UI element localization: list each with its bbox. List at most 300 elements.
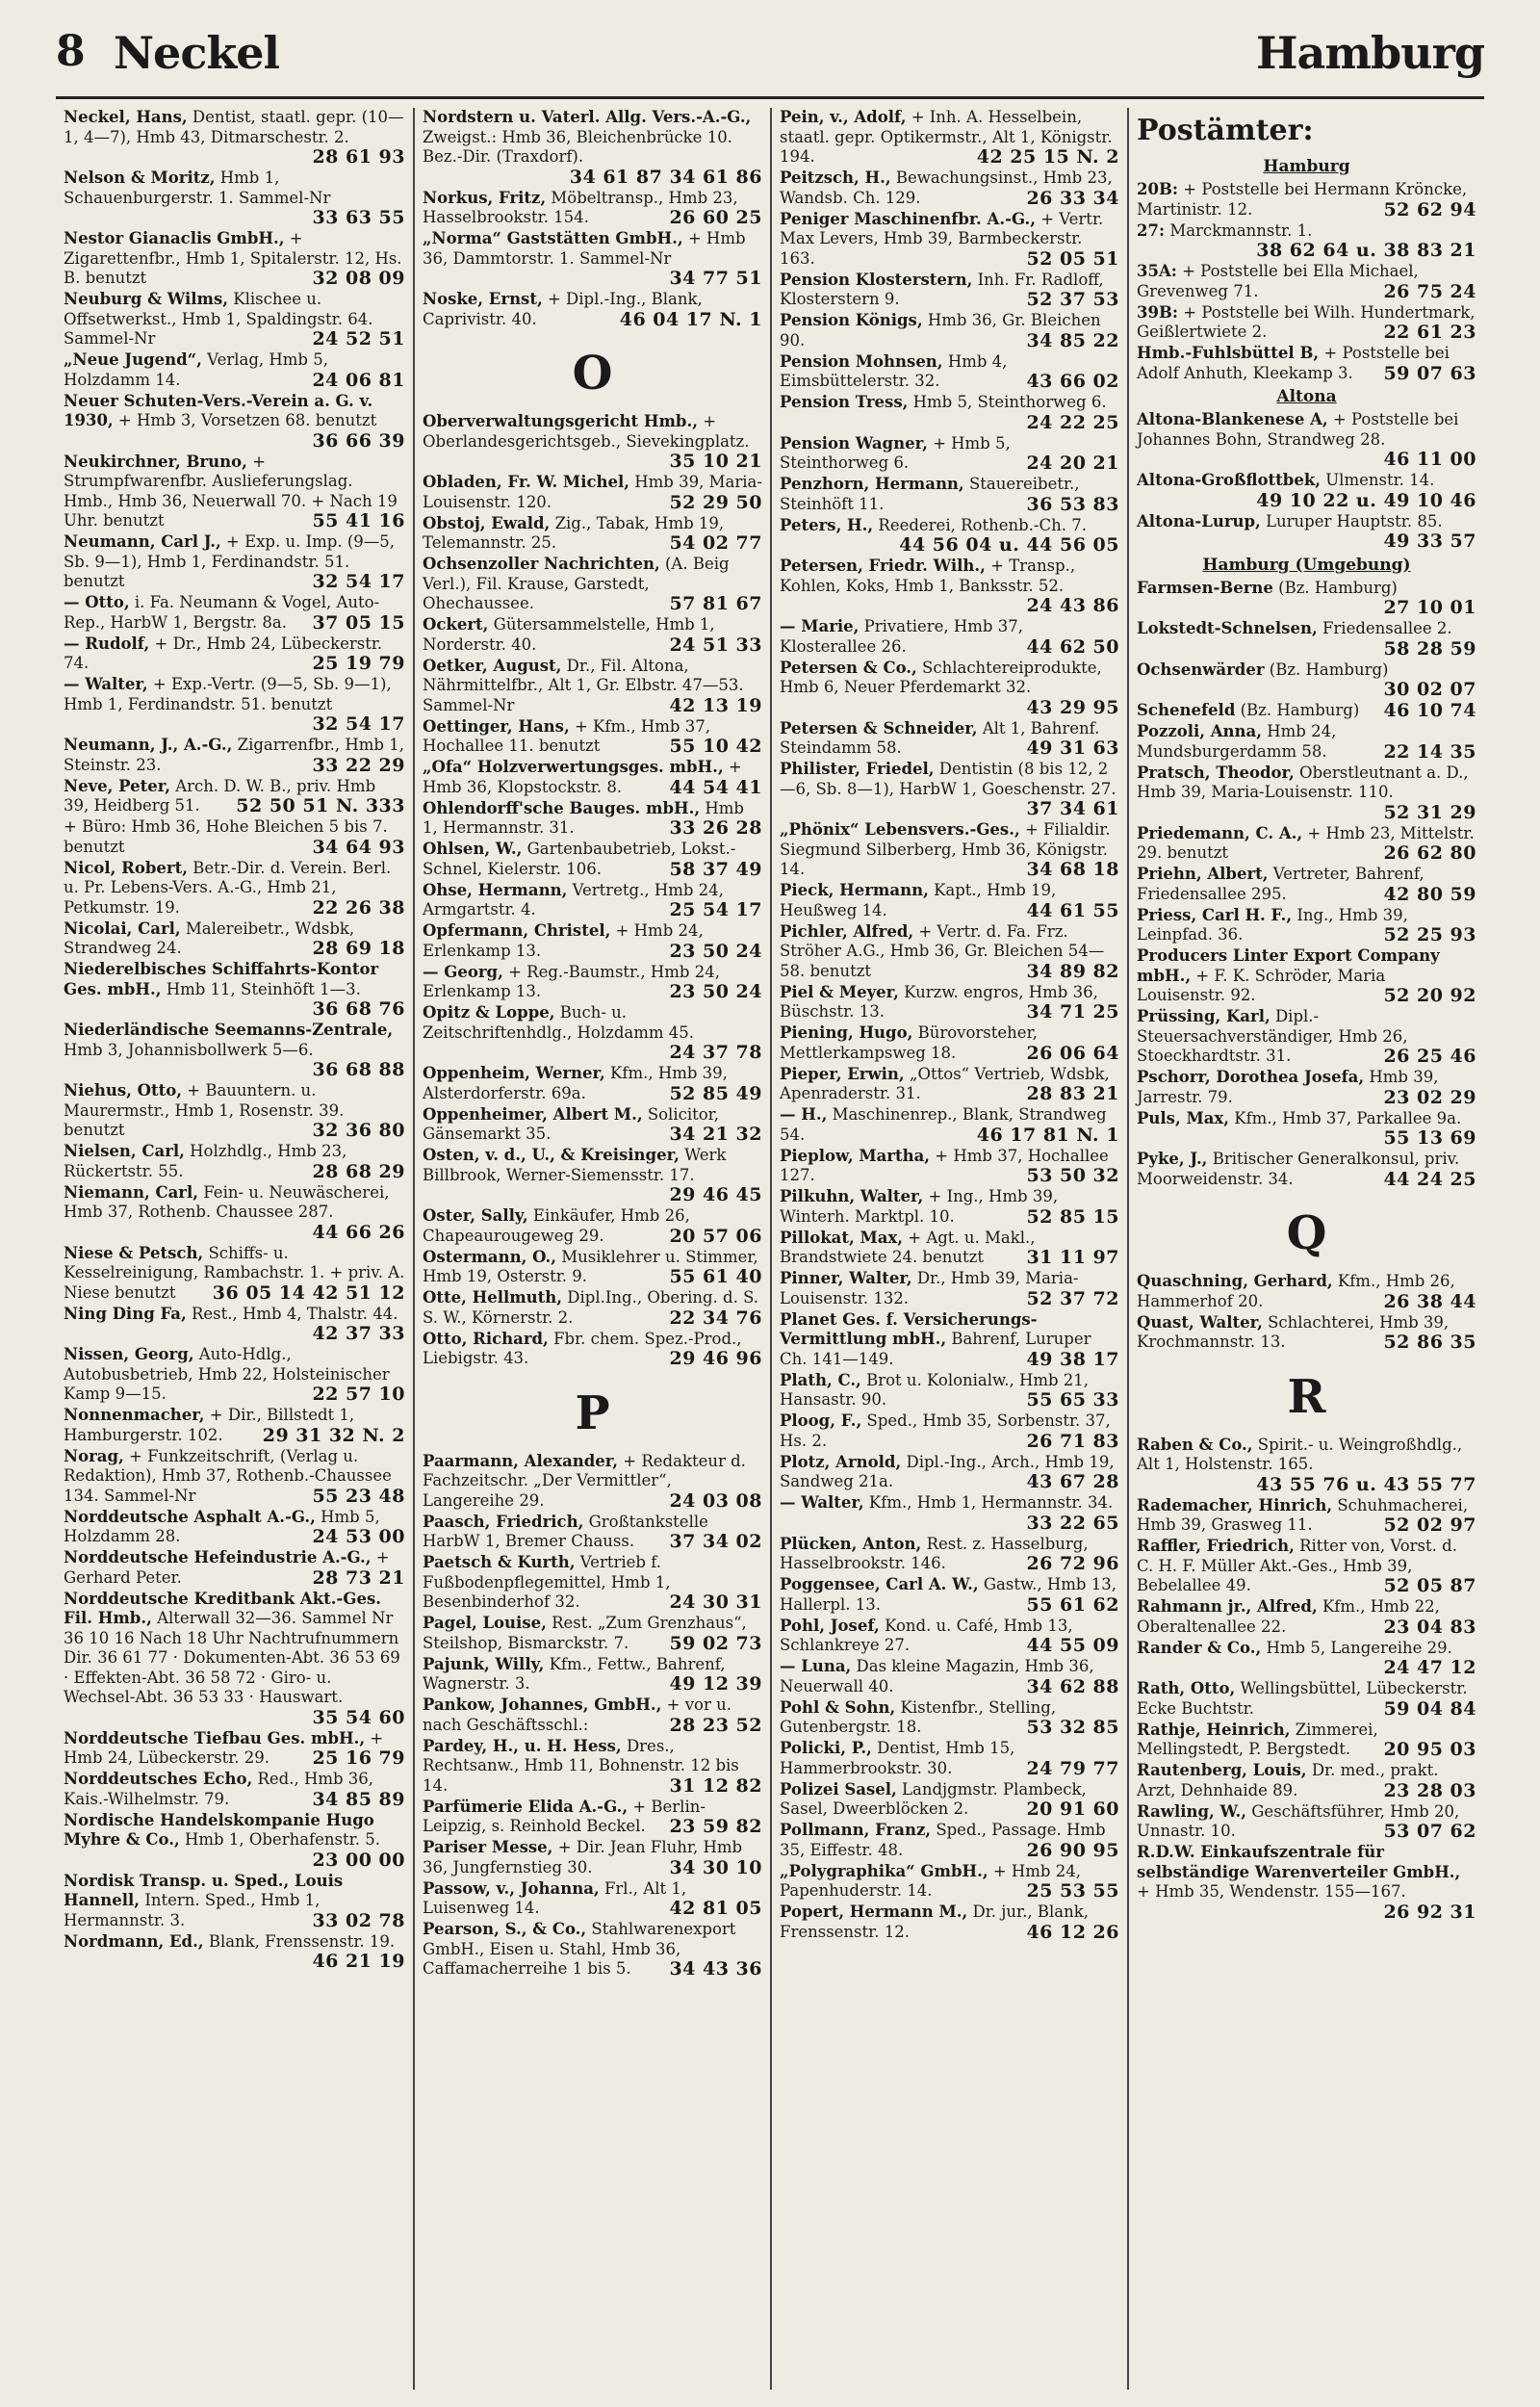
entry-name: Norddeutsche Asphalt A.-G., [64,1507,316,1526]
entry-details: + Oberlandesgerichtsgeb., Sievekingplatz. [423,412,750,451]
directory-entry [780,1229,1119,1268]
entry-phone: 23 50 24 [669,981,762,1002]
entry-name: Peniger Maschinenfbr. A.-G., [780,209,1036,228]
directory-entry [64,593,405,633]
entry-name: Niehus, Otto, [64,1081,182,1100]
entry-details: Hmb 24, Mundsburgerdamm 58. [1137,722,1337,761]
entry-details: Das kleine Magazin, Hmb 36, Neuerwall 40. [780,1657,1094,1695]
entry-name: — Marie, [780,617,860,635]
entry-phone: 26 90 95 [1026,1839,1119,1861]
entry-details: + Hmb 24, Lübeckerstr. 29. [64,1728,384,1767]
directory-entry [64,1447,405,1507]
directory-entry [780,1821,1119,1860]
entry-details: Kistenfbr., Stelling, Gutenbergstr. 18. [780,1697,1057,1736]
entry-name: „Neue Jugend“, [64,350,202,369]
entry-details: + Agt. u. Makl., Brandstwiete 24. benutzt [780,1228,1036,1266]
entry-details: Hmb 36, Gr. Bleichen 90. [780,311,1101,349]
entry-details: + Hmb 36, Dammtorstr. 1. Sammel-Nr [423,229,746,268]
entry-phone: 28 73 21 [312,1566,405,1589]
entry-name: Pardey, H., u. H. Hess, [423,1736,622,1755]
entry-phone: 31 11 97 [1026,1247,1119,1268]
entry-phone: 33 02 78 [312,1909,405,1931]
directory-entry [780,659,1119,718]
directory-entry [423,412,762,472]
entry-name: Farmsen-Berne [1137,578,1273,597]
entry-phone: 55 10 42 [669,736,762,757]
entry-name: Ohlendorff'sche Bauges. mbH., [423,798,701,817]
entry-phone: 42 25 15 N. 2 [976,146,1119,168]
entry-phone: 43 66 02 [1026,371,1119,392]
directory-entry [1137,1007,1476,1067]
entry-phone: 52 85 49 [669,1082,762,1104]
entry-details: Reederei, Rothenb.-Ch. 7. [878,515,1087,534]
entry-details: Maschinenrep., Blank, Strandweg 54. [780,1105,1107,1144]
entry-details: + Gerhard Peter. [64,1548,390,1587]
entry-name: Rautenberg, Louis, [1137,1761,1307,1779]
entry-details: (A. Beig Verl.), Fil. Krause, Garstedt, Ohechaussee. [423,555,730,612]
entry-phone: 26 71 83 [1026,1430,1119,1452]
entry-name: Pohl, Josef, [780,1616,880,1635]
entry-name: Neve, Peter, [64,776,170,795]
entry-details: Hmb 5, Steinthorweg 6. [912,393,1107,411]
entry-details: Rest. „Zum Grenzhaus“, Steilshop, Bismarckstr. 7. [423,1614,747,1652]
entry-phone: 49 31 63 [1026,738,1119,759]
entry-phone: 33 63 55 [312,207,405,228]
entry-name: Opitz & Loppe, [423,1003,555,1022]
entry-name: Priess, Carl H. F., [1137,905,1293,924]
entry-name: Prüssing, Karl, [1137,1007,1270,1025]
entry-name: Altona-Lurup, [1137,511,1261,531]
directory-entry [423,1879,762,1919]
entry-details: + F. K. Schröder, Maria Louisenstr. 92. [1137,966,1386,1004]
entry-details: Verlag, Hmb 5, Holzdamm 14. [64,350,328,389]
entry-details: Hmb 1, Oberhafenstr. 5. [185,1830,380,1849]
directory-entry [1137,1272,1476,1311]
entry-name: Obstoj, Ewald, [423,513,551,532]
entry-name: Pschorr, Dorothea Josefa, [1137,1068,1365,1086]
entry-phone: 38 62 64 u. 38 83 21 [1256,240,1476,261]
entry-phone: 24 30 31 [669,1592,762,1613]
entry-details: Klischee u. Offsetwerkst., Hmb 1, Spaldingstr. 64. Sammel-Nr [64,290,373,348]
entry-details: Kapt., Hmb 19, Heußweg 14. [780,881,1057,919]
directory-entry [423,921,762,961]
section-letter: R [1287,1369,1326,1424]
directory-entry [780,352,1119,392]
directory-entry [1137,1843,1476,1922]
entry-phone: 36 68 88 [312,1059,405,1080]
entry-phone: 59 07 63 [1383,362,1476,384]
entry-phone: 24 22 25 [1026,411,1119,433]
entry-details: Alt 1, Bahrenf. Steindamm 58. [780,718,1100,757]
directory-entry [423,473,762,512]
entry-name: Neumann, J., A.-G., [64,736,233,754]
entry-phone: 34 85 89 [312,1788,405,1810]
directory-entry [780,1269,1119,1308]
entry-details: Alterwall 32—36. Sammel Nr 36 10 16 Nach 18 Uhr Nachtrufnummern Dir. 36 61 77 · Dokumenten-Abt. 36 53 69 · Effekten-Abt. 36 58 72 · Giro- u. Wechsel-Abt. 36 53 33 · Hauswart. [64,1609,400,1706]
directory-entry [423,1064,762,1103]
entry-phone: 44 66 26 [312,1221,405,1243]
entry-details: + Poststelle bei Adolf Anhuth, Kleekamp 3. [1137,344,1450,382]
entry-details: Vertretg., Hmb 24, Armgartstr. 4. [423,880,724,919]
entry-details: + Inh. A. Hesselbein, staatl. gepr. Optikermstr., Alt 1, Königstr. 194. [780,108,1113,166]
entry-name: Pein, v., Adolf, [780,108,907,126]
entry-phone: 22 26 38 [312,896,405,919]
directory-entry [780,760,1119,819]
entry-name: Pagel, Louise, [423,1614,547,1632]
column-1 [56,108,413,2390]
entry-phone: 46 17 81 N. 1 [976,1124,1119,1146]
entry-details: + Büro: Hmb 36, Hohe Bleichen 5 bis 7. benutzt [64,817,388,856]
directory-entry [780,1371,1119,1411]
entry-name: Pankow, Johannes, GmbH., [423,1695,662,1714]
directory-entry [780,820,1119,880]
section-letter: P [575,1385,610,1440]
entry-details: Einkäufer, Hmb 26, Chapeaurougeweg 29. [423,1206,690,1245]
entry-details: (Bz. Hamburg) [1269,660,1389,679]
directory-entry [1137,471,1476,510]
entry-phone: 37 05 15 [312,611,405,634]
entry-details: Dr., Hmb 39, Maria-Louisenstr. 132. [780,1269,1079,1307]
entry-name: Nelson & Moritz, [64,168,216,187]
directory-entry [423,881,762,920]
entry-details: Stauereibetr., Steinhöft 11. [780,475,1080,513]
entry-phone: 24 20 21 [1026,453,1119,474]
entry-details: Dipl.-Steuersachverständiger, Hmb 26, Stoeckhardtstr. 31. [1137,1007,1408,1065]
entry-details: Hmb 1, Schauenburgerstr. 1. Sammel-Nr [64,168,331,207]
entry-phone: 22 61 23 [1383,322,1476,343]
directory-entry [423,1553,762,1613]
entry-details: Fbr. chem. Spez.-Prod., Liebigstr. 43. [423,1329,742,1367]
entry-name: Penzhorn, Hermann, [780,475,964,493]
section-letter: Q [1286,1206,1327,1260]
entry-details: + Kfm., Hmb 37, Hochallee 11. benutzt [423,716,710,755]
entry-details: Gartenbaubetrieb, Lokst.-Schnel, Kielerstr. 106. [423,840,736,878]
directory-entry [423,1288,762,1328]
entry-name: Paasch, Friedrich, [423,1512,584,1531]
entry-details: + Exp. u. Imp. (9—5, Sb. 9—1), Hmb 1, Ferdinandstr. 51. benutzt [64,532,395,590]
directory-entry [1137,946,1476,1006]
entry-phone: 20 91 60 [1026,1799,1119,1820]
entry-name: Oster, Sally, [423,1206,528,1225]
entry-phone: 57 81 67 [669,593,762,614]
entry-phone: 36 53 83 [1026,493,1119,515]
entry-name: Policki, P., [780,1739,872,1757]
entry-phone: 25 53 55 [1026,1880,1119,1902]
entry-name: Piening, Hugo, [780,1023,913,1042]
entry-phone: 52 05 87 [1383,1575,1476,1596]
entry-phone: 53 07 62 [1383,1821,1476,1842]
entry-details: Hmb 11, Steinhöft 1—3. [166,979,361,998]
directory-entry [1137,701,1476,721]
entry-details: Sped., Hmb 35, Sorbenstr. 37, Hs. 2. [780,1411,1111,1450]
entry-phone: 36 68 76 [312,998,405,1020]
entry-details: + Poststelle bei Hermann Kröncke, Martinistr. 12. [1137,180,1468,219]
entry-phone: 53 50 32 [1026,1165,1119,1186]
directory-entry [780,1780,1119,1820]
entry-details: Kfm., Hmb 22, Oberaltenallee 22. [1137,1597,1440,1636]
directory-entry [1137,1496,1476,1536]
entry-name: Pieck, Hermann, [780,881,929,899]
entry-phone: 34 68 18 [1026,859,1119,880]
entry-details: Rest. z. Hasselburg, Hasselbrookstr. 146. [780,1534,1089,1572]
entry-name: Rahmann jr., Alfred, [1137,1597,1318,1616]
entry-phone: 24 03 08 [669,1489,762,1512]
directory-entry [780,1575,1119,1615]
directory-entry [1137,1109,1476,1149]
entry-name: Norddeutsche Tiefbau Ges. mbH., [64,1728,366,1747]
directory-entry [1137,1802,1476,1842]
entry-details: Friedensallee 2. [1322,619,1452,637]
directory-entry [64,1021,405,1080]
entry-phone: 26 25 46 [1383,1046,1476,1067]
page-header [56,27,1484,87]
entry-details: Schlachterei, Hmb 39, Krochmannstr. 13. [1137,1312,1450,1351]
directory-entry [780,983,1119,1022]
directory-entry [780,271,1119,310]
directory-entry [64,1345,405,1405]
directory-entry [64,392,405,452]
entry-details: Spirit.- u. Weingroßhdlg., Alt 1, Holstenstr. 165. [1137,1435,1463,1473]
entry-details: Musiklehrer u. Stimmer, Hmb 19, Osterstr. 9. [423,1247,758,1285]
entry-details: Ritter von, Vorst. d. C. H. F. Müller Akt.-Ges., Hmb 39, Bebelallee 49. [1137,1537,1457,1594]
entry-details: + Transp., Kohlen, Koks, Hmb 1, Banksstr. 52. [780,556,1076,595]
directory-entry [1137,906,1476,945]
directory-entry [1137,1639,1476,1678]
directory-entry [423,758,762,797]
entry-phone: 34 77 51 [669,268,762,289]
entry-name: Niederländische Seemanns-Zentrale, [64,1021,394,1039]
entry-details: Malereibetr., Wdsbk, Strandweg 24. [64,919,355,957]
directory-entry [780,1023,1119,1063]
entry-phone: 52 31 29 [1383,801,1476,823]
directory-entry [780,556,1119,616]
directory-entry [1137,1597,1476,1637]
entry-name: Norddeutsche Kreditbank Akt.-Ges. Fil. Hmb., [64,1589,381,1627]
entry-phone: 35 10 21 [669,451,762,472]
entry-details: Luruper Hauptstr. 85. [1266,511,1443,531]
entry-name: Neukirchner, Bruno, [64,452,247,471]
directory-entry [64,1508,405,1547]
entry-details: Brot u. Kolonialw., Hmb 21, Hansastr. 90. [780,1370,1090,1409]
directory-entry [780,617,1119,657]
entry-phone: 26 06 64 [1026,1042,1119,1064]
directory-entry [423,1838,762,1877]
entry-details: Kfm., Hmb 1, Hermannstr. 34. [868,1493,1114,1512]
entry-name: Petersen & Co., [780,658,917,677]
entry-phone: 49 10 22 u. 49 10 46 [1256,489,1476,511]
entry-name: Nielsen, Carl, [64,1142,185,1160]
entry-phone: 34 30 10 [669,1856,762,1878]
directory-entry [423,1003,762,1063]
entry-phone: 28 61 93 [312,146,405,168]
entry-phone: 37 34 02 [669,1531,762,1552]
directory-entry [64,675,405,735]
entry-name: Niese & Petsch, [64,1243,204,1262]
entry-name: Pajunk, Willy, [423,1654,545,1673]
entry-name: Quaschning, Gerhard, [1137,1272,1333,1290]
entry-details: + Vertr. Max Levers, Hmb 39, Barmbeckerstr. 163. [780,209,1104,268]
entry-name: Otto, Richard, [423,1329,549,1348]
entry-phone: 25 16 79 [312,1747,405,1769]
entry-name: Plücken, Anton, [780,1534,922,1553]
entry-name: Osten, v. d., U., & Kreisinger, [423,1146,680,1164]
directory-entry [64,168,405,228]
entry-name: Pension Wagner, [780,433,928,453]
entry-phone: 24 43 86 [1026,595,1119,616]
directory-entry [1137,1721,1476,1760]
entry-name: — Georg, [423,962,503,981]
entry-name: Altona-Großflottbek, [1137,471,1322,489]
entry-details: Zimmerei, Mellingstedt, P. Bergstedt. [1137,1720,1378,1758]
entry-details: + Exp.-Vertr. (9—5, Sb. 9—1), Hmb 1, Ferdinandstr. 51. benutzt [64,675,392,713]
directory-entry [64,229,405,289]
entry-phone: 26 92 31 [1383,1901,1476,1923]
entry-phone: 36 66 39 [312,429,405,452]
directory-entry [1137,344,1476,383]
entry-name: Neuer Schuten-Vers.-Verein a. G. v. 1930, [64,391,373,429]
subsection-heading: Hamburg [1263,157,1350,176]
entry-details: Großtankstelle HarbW 1, Bremer Chauss. [423,1512,708,1550]
section-heading: Postämter: [1137,114,1314,147]
entry-details: Bürovorsteher, Mettlerkampsweg 18. [780,1023,1038,1062]
entry-phone: 52 86 35 [1383,1332,1476,1353]
entry-phone: 52 37 53 [1026,289,1119,310]
entry-phone: 43 67 28 [1026,1471,1119,1492]
entry-name: Philister, Friedel, [780,760,935,778]
entry-details: Hmb 5, Holzdamm 28. [64,1507,380,1545]
directory-entry [423,1695,762,1735]
entry-details: Hmb 1, Hermannstr. 31. [423,798,744,837]
directory-entry [423,1206,762,1246]
entry-phone: 44 56 04 u. 44 56 05 [899,534,1119,556]
directory-entry [64,290,405,349]
entry-name: Priehn, Albert, [1137,865,1269,883]
entry-name: Pension Königs, [780,311,923,329]
entry-name: Neckel, Hans, [64,108,188,126]
entry-name: „Phönix“ Lebensvers.-Ges., [780,820,1020,839]
entry-details: Dr., Fil. Altona, Nährmittelfbr., Alt 1, Gr. Elbstr. 47—53. Sammel-Nr [423,656,744,714]
entry-name: Ohse, Hermann, [423,880,568,899]
entry-phone: 34 62 88 [1026,1675,1119,1697]
directory-entry [1137,512,1476,552]
entry-details: + Poststelle bei Wilh. Hundertmark, Geißlertwiete 2. [1137,302,1476,341]
directory-entry [64,1244,405,1304]
entry-name: Pillokat, Max, [780,1228,903,1247]
entry-details: Kfm., Fettw., Bahrenf, Wagnerstr. 3. [423,1654,726,1693]
entry-phone: 32 54 17 [312,713,405,735]
directory-entry [64,736,405,775]
entry-name: Piel & Meyer, [780,982,899,1001]
directory-entry [780,168,1119,208]
entry-phone: 20 95 03 [1383,1739,1476,1760]
entry-phone: 22 57 10 [312,1384,405,1405]
entry-details: Hmb 5, Langereihe 29. [1266,1638,1452,1657]
entry-name: Noske, Ernst, [423,290,543,308]
directory-entry [780,1147,1119,1186]
directory-entry [780,1411,1119,1451]
entry-phone: 28 23 52 [669,1714,762,1736]
entry-phone: 34 85 22 [1026,329,1119,351]
entry-name: — H., [780,1105,828,1124]
entry-details: Schiffs- u. Kesselreinigung, Rambachstr. 1. + priv. A. Niese benutzt [64,1243,405,1302]
entry-phone: 49 38 17 [1026,1348,1119,1370]
entry-phone: 49 12 39 [669,1673,762,1695]
entry-details: + Ing., Hmb 39, Winterh. Marktpl. 10. [780,1187,1059,1226]
entry-details: Kfm., Hmb 37, Parkallee 9a. [1234,1108,1462,1127]
directory-entry [780,1902,1119,1942]
entry-phone: 44 24 25 [1383,1168,1476,1190]
entry-details: Dentist, staatl. gepr. (10—1, 4—7), Hmb 43, Ditmarschestr. 2. [64,108,404,146]
entry-name: Parfümerie Elida A.-G., [423,1797,629,1816]
directory-entry [423,799,762,839]
entry-phone: 52 20 92 [1383,985,1476,1006]
directory-entry [780,108,1119,168]
directory-entry [780,1310,1119,1370]
directory-entry [1137,619,1476,659]
entry-name: R.D.W. Einkaufszentrale für selbständige Warenverteiler GmbH., [1137,1843,1461,1881]
entry-name: Ostermann, O., [423,1247,557,1266]
directory-entry [780,881,1119,920]
entry-phone: 24 06 81 [312,369,405,391]
entry-name: Pension Klosterstern, [780,270,973,289]
entry-details: + Poststelle bei Johannes Bohn, Strandweg 28. [1137,410,1459,449]
column-3 [770,108,1127,2390]
entry-name: Pieper, Erwin, [780,1064,905,1083]
directory-entry [780,1698,1119,1738]
entry-details: Inh. Fr. Radloff, Klosterstern 9. [780,270,1104,308]
entry-phone: 55 13 69 [1383,1127,1476,1149]
directory-entry [423,555,762,614]
entry-details: Dres., Rechtsanw., Hmb 11, Bohnenstr. 12 bis 14. [423,1736,739,1795]
entry-details: Kond. u. Café, Hmb 13, Schlankreye 27. [780,1616,1073,1654]
directory-entry [780,393,1119,432]
entry-details: Bahrenf, Luruper Ch. 141—149. [780,1330,1091,1368]
entry-phone: 24 47 12 [1383,1657,1476,1678]
entry-name: Ochsenwärder [1137,660,1265,679]
entry-phone: 23 00 00 [312,1849,405,1871]
entry-name: Raffler, Friedrich, [1137,1537,1295,1555]
entry-name: Plotz, Arnold, [780,1452,902,1471]
directory-entry [423,1655,762,1695]
entry-name: Popert, Hermann M., [780,1902,968,1921]
entry-name: Pollmann, Franz, [780,1821,932,1839]
directory-entry [423,1513,762,1552]
directory-entry [423,1737,762,1797]
entry-name: „Ofa“ Holzverwertungsges. mbH., [423,758,724,776]
entry-phone: 34 43 36 [669,1958,762,1980]
directory-entry [423,1798,762,1837]
directory-entry [1137,1761,1476,1800]
entry-details: Bewachungsinst., Hmb 23, Wandsb. Ch. 129. [780,168,1113,207]
entry-details: + Dir. Jean Fluhr, Hmb 36, Jungfernstieg 30. [423,1838,743,1876]
directory-entry [780,1187,1119,1227]
entry-details: Auto-Hdlg., Autobusbetrieb, Hmb 22, Holsteinischer Kamp 9—15. [64,1345,390,1403]
entry-name: Rath, Otto, [1137,1679,1236,1697]
entry-phone: 55 41 16 [312,510,405,531]
entry-name: Nonnenmacher, [64,1406,205,1424]
entry-details: + Redakteur d. Fachzeitschr. „Der Vermittler“, Langereihe 29. [423,1451,746,1510]
directory-entry [64,1872,405,1931]
entry-name: Oettinger, Hans, [423,716,570,736]
entry-details: + Vertr. d. Fa. Frz. Ströher A.G., Hmb 36, Gr. Bleichen 54—58. benutzt [780,921,1105,980]
directory-entry [64,817,405,857]
entry-name: Producers Linter Export Company mbH., [1137,946,1440,985]
entry-details: Dr. jur., Blank, Frenssenstr. 12. [780,1902,1089,1941]
entry-name: Nicolai, Carl, [64,919,181,938]
directory-entry [1137,722,1476,762]
directory-entry [64,1081,405,1141]
entry-name: Polizei Sasel, [780,1779,897,1799]
